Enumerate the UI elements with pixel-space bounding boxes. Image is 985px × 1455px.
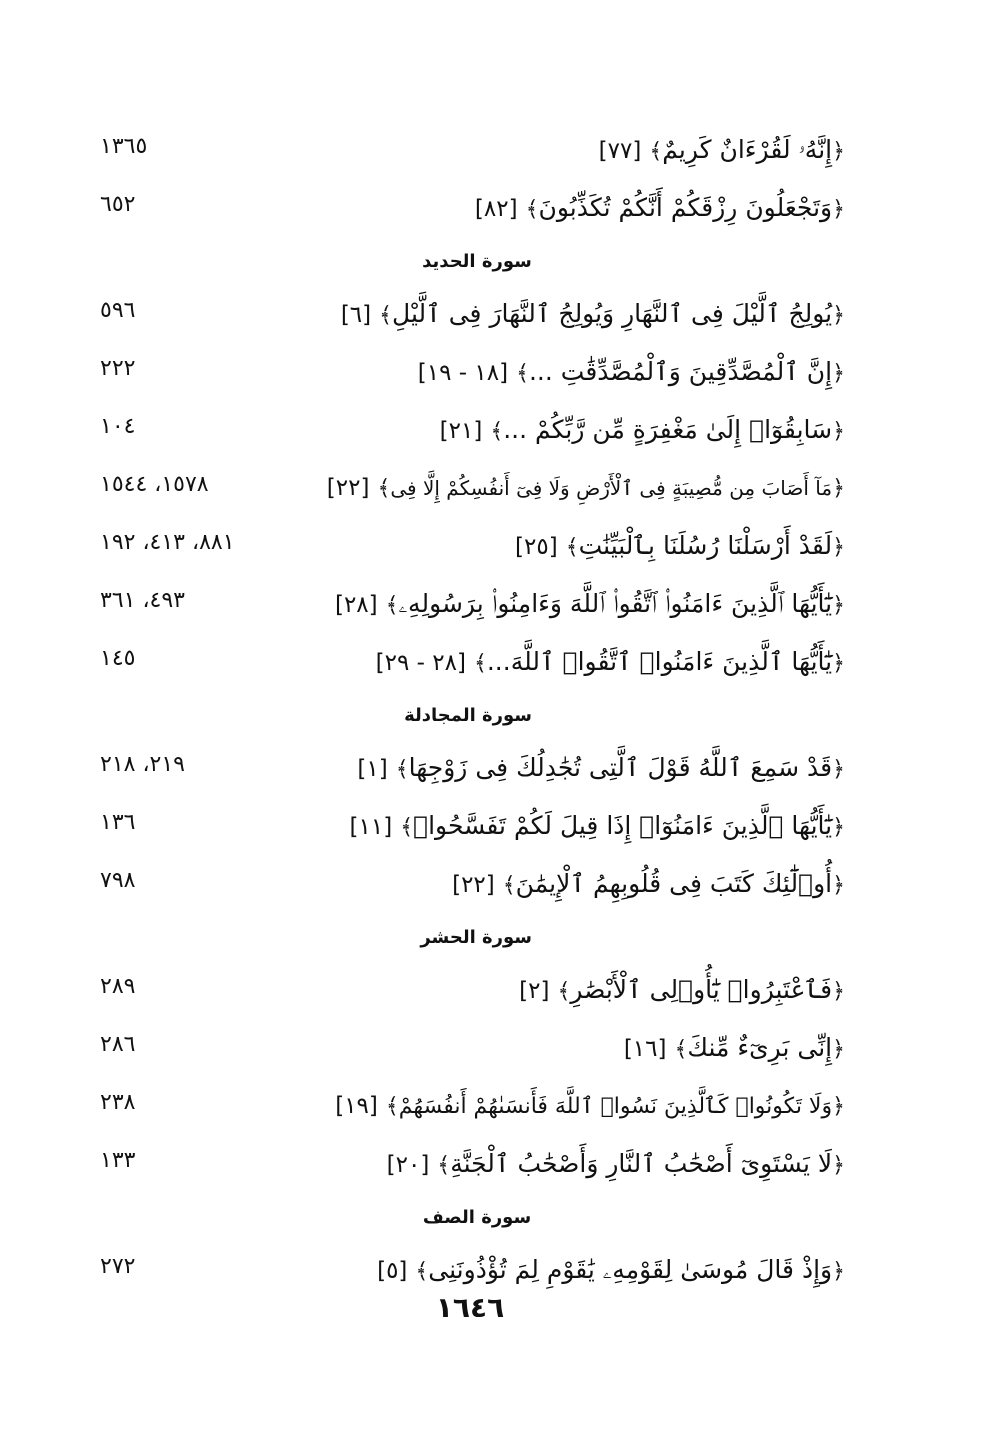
surah-title: سورة الصف [422, 1207, 532, 1228]
verse-quote: فَٱعْتَبِرُوا۟ يَٰٓأُو۟لِى ٱلْأَبْصَٰرِ [570, 975, 833, 1004]
page-reference-text: ١٤٥ [100, 646, 136, 671]
page-reference-text: ٢٣٨ [100, 1090, 136, 1115]
verse-text [335, 1088, 845, 1125]
verse-open-bracket: ﴿ [832, 1259, 845, 1284]
verse-quote: لَقَدْ أَرْسَلْنَا رُسُلَنَا بِٱلْبَيِّنَٰتِ [578, 531, 833, 560]
verse-entry [0, 402, 985, 460]
page-reference-text: ٦٥٢ [100, 192, 136, 217]
verse-quote: إِنِّى بَرِىٓءٌ مِّنكَ [687, 1033, 833, 1062]
verse-number: [٢] [519, 978, 550, 1004]
verse-text [341, 296, 845, 334]
verse-text [377, 1252, 845, 1290]
verse-entry [0, 856, 985, 914]
verse-open-bracket: ﴿ [832, 757, 845, 782]
verse-open-bracket: ﴿ [832, 197, 845, 222]
verse-entry [0, 1078, 985, 1136]
verse-quote: مَآ أَصَابَ مِن مُّصِيبَةٍ فِى ٱلْأَرْضِ وَلَا فِىٓ أَنفُسِكُمْ إِلَّا فِى [390, 476, 833, 500]
verse-text [515, 528, 845, 566]
verse-index-list [0, 122, 985, 1300]
verse-entry [0, 122, 985, 180]
verse-number: [٧٧] [598, 138, 642, 164]
verse-entry [0, 962, 985, 1020]
verse-text [475, 190, 845, 228]
surah-heading [0, 914, 985, 962]
verse-text [452, 866, 845, 904]
verse-entry [0, 180, 985, 238]
verse-open-bracket: ﴿ [832, 593, 845, 618]
verse-close-bracket: ﴾ [516, 361, 529, 386]
verse-quote: لَا يَسْتَوِىٓ أَصْحَٰبُ ٱلنَّارِ وَأَصْحَٰبُ ٱلْجَنَّةِ [450, 1149, 833, 1178]
page-reference-text: ١٣٣ [100, 1148, 136, 1173]
verse-number: [٢٨] [334, 592, 378, 618]
verse-close-bracket: ﴾ [473, 651, 487, 676]
verse-open-bracket: ﴿ [832, 361, 845, 386]
verse-quote: يَٰٓأَيُّهَا ٱلَّذِينَ ءَامَنُوا۟ ٱتَّقُوا۟ ٱللَّهَ وَءَامِنُوا۟ بِرَسُولِهِۦ [398, 589, 833, 618]
verse-open-bracket: ﴿ [832, 139, 845, 164]
surah-title: سورة المجادلة [404, 705, 532, 726]
verse-number: [١١] [349, 814, 393, 840]
verse-text [357, 750, 845, 788]
verse-quote: يَٰٓأَيُّهَا ٱلَّذِينَ ءَامَنُوٓا۟ إِذَا قِيلَ لَكُمْ تَفَسَّحُوا۟ [413, 811, 833, 840]
verse-quote: إِنَّ ٱلْمُصَّدِّقِينَ وَٱلْمُصَّدِّقَٰتِ ... [528, 357, 833, 386]
verse-text [327, 470, 845, 507]
verse-text [350, 808, 845, 846]
page-reference-text: ١٣٦٥ [100, 134, 148, 159]
page-references [100, 1146, 300, 1176]
page-references [100, 972, 300, 1002]
page-reference-text: ١٥٧٨، ١٥٤٤ [100, 472, 209, 497]
page-references [100, 750, 300, 780]
verse-text [440, 412, 845, 450]
page-reference-text: ٨٨١، ٤١٣، ١٩٢ [100, 530, 235, 555]
verse-open-bracket: ﴿ [832, 1037, 845, 1062]
verse-entry [0, 634, 985, 692]
verse-number: [١] [357, 756, 388, 782]
verse-text [376, 644, 845, 682]
page-references [100, 470, 300, 500]
verse-open-bracket: ﴿ [832, 979, 845, 1004]
page-references [100, 866, 300, 896]
verse-close-bracket: ﴾ [565, 535, 579, 560]
page-references [100, 586, 300, 616]
verse-entry [0, 518, 985, 576]
verse-close-bracket: ﴾ [385, 1094, 399, 1119]
verse-number: [١٩] [335, 1093, 378, 1119]
page-reference-text: ٢٨٦ [100, 1032, 136, 1057]
verse-close-bracket: ﴾ [395, 757, 409, 782]
verse-close-bracket: ﴾ [437, 1153, 451, 1178]
verse-quote: سَابِقُوٓا۟ إِلَىٰ مَغْفِرَةٍ مِّن رَّبِّكُمْ ... [503, 415, 833, 444]
verse-number: [٢٠] [386, 1152, 430, 1178]
verse-number: [٨٢] [474, 196, 518, 222]
verse-close-bracket: ﴾ [379, 303, 393, 328]
verse-quote: وَإِذْ قَالَ مُوسَىٰ لِقَوْمِهِۦ يَٰقَوْمِ لِمَ تُؤْذُونَنِى [428, 1255, 833, 1284]
verse-quote: وَلَا تَكُونُوا۟ كَٱلَّذِينَ نَسُوا۟ ٱللَّهَ فَأَنسَىٰهُمْ أَنفُسَهُمْ [398, 1094, 833, 1119]
verse-close-bracket: ﴾ [400, 815, 414, 840]
page-reference-text: ٥٩٦ [100, 298, 136, 323]
verse-entry [0, 344, 985, 402]
page-reference-text: ١٠٤ [100, 414, 136, 439]
verse-entry [0, 1020, 985, 1078]
verse-number: [٥] [377, 1258, 408, 1284]
page-number: ١٦٤٦ [435, 1291, 505, 1324]
verse-open-bracket: ﴿ [832, 476, 845, 501]
verse-entry [0, 576, 985, 634]
verse-text [418, 354, 845, 392]
verse-open-bracket: ﴿ [832, 535, 845, 560]
verse-open-bracket: ﴿ [832, 1153, 845, 1178]
verse-quote: يُولِجُ ٱلَّيْلَ فِى ٱلنَّهَارِ وَيُولِجُ ٱلنَّهَارَ فِى ٱلَّيْلِ [392, 299, 833, 328]
page-references [100, 528, 300, 558]
verse-quote: قَدْ سَمِعَ ٱللَّهُ قَوْلَ ٱلَّتِى تُجَٰدِلُكَ فِى زَوْجِهَا [408, 753, 833, 782]
page-references [100, 1030, 300, 1060]
verse-open-bracket: ﴿ [832, 873, 845, 898]
verse-quote: أُو۟لَٰٓئِكَ كَتَبَ فِى قُلُوبِهِمُ ٱلْإِيمَٰنَ [515, 869, 833, 898]
verse-close-bracket: ﴾ [649, 139, 663, 164]
verse-close-bracket: ﴾ [525, 197, 539, 222]
verse-entry [0, 460, 985, 518]
surah-title: سورة الحشر [420, 927, 532, 948]
page-reference-text: ٢٧٢ [100, 1254, 136, 1279]
surah-title: سورة الحديد [422, 251, 532, 272]
page-references [100, 808, 300, 838]
page-references [100, 644, 300, 674]
page-references [100, 296, 300, 326]
verse-quote: وَتَجْعَلُونَ رِزْقَكُمْ أَنَّكُمْ تُكَذِّبُونَ [538, 193, 833, 222]
verse-number: [٢٥] [515, 534, 558, 560]
verse-open-bracket: ﴿ [832, 303, 845, 328]
verse-number: [٦] [340, 302, 372, 328]
verse-number: [٢٢] [452, 872, 495, 898]
verse-number: [١٨ - ١٩] [417, 360, 509, 386]
verse-number: [٢١] [439, 418, 483, 444]
verse-entry [0, 1136, 985, 1194]
verse-entry [0, 740, 985, 798]
verse-text [335, 586, 845, 624]
page-references [100, 1088, 300, 1118]
page-references [100, 412, 300, 442]
verse-close-bracket: ﴾ [385, 593, 399, 618]
page-references [100, 354, 300, 384]
verse-close-bracket: ﴾ [557, 979, 571, 1004]
surah-heading [0, 238, 985, 286]
verse-number: [١٦] [623, 1036, 667, 1062]
verse-close-bracket: ﴾ [674, 1037, 688, 1062]
verse-close-bracket: ﴾ [490, 419, 504, 444]
verse-close-bracket: ﴾ [377, 476, 391, 501]
page-reference-text: ٢١٩، ٢١٨ [100, 752, 185, 777]
surah-heading [0, 692, 985, 740]
page-reference-text: ٢٨٩ [100, 974, 136, 999]
verse-text [599, 132, 845, 170]
verse-open-bracket: ﴿ [832, 651, 845, 676]
verse-text [624, 1030, 845, 1068]
verse-text [387, 1146, 845, 1184]
verse-text [519, 972, 845, 1010]
verse-open-bracket: ﴿ [832, 1094, 845, 1119]
surah-heading [0, 1194, 985, 1242]
page-references [100, 132, 300, 162]
verse-close-bracket: ﴾ [502, 873, 516, 898]
verse-entry [0, 286, 985, 344]
verse-open-bracket: ﴿ [832, 815, 845, 840]
page-references [100, 190, 300, 220]
verse-close-bracket: ﴾ [415, 1259, 429, 1284]
page-reference-text: ٢٢٢ [100, 356, 136, 381]
verse-open-bracket: ﴿ [832, 419, 845, 444]
page-references [100, 1252, 300, 1282]
verse-quote: إِنَّهُۥ لَقُرْءَانٌ كَرِيمٌ [662, 135, 833, 164]
verse-quote: يَٰٓأَيُّهَا ٱلَّذِينَ ءَامَنُوا۟ ٱتَّقُوا۟ ٱللَّهَ... [486, 647, 833, 676]
page-reference-text: ١٣٦ [100, 810, 136, 835]
page-reference-text: ٧٩٨ [100, 868, 136, 893]
page-reference-text: ٤٩٣، ٣٦١ [100, 588, 185, 613]
verse-number: [٢٢] [326, 475, 370, 501]
verse-entry [0, 798, 985, 856]
verse-number: [٢٨ - ٢٩] [375, 650, 466, 676]
